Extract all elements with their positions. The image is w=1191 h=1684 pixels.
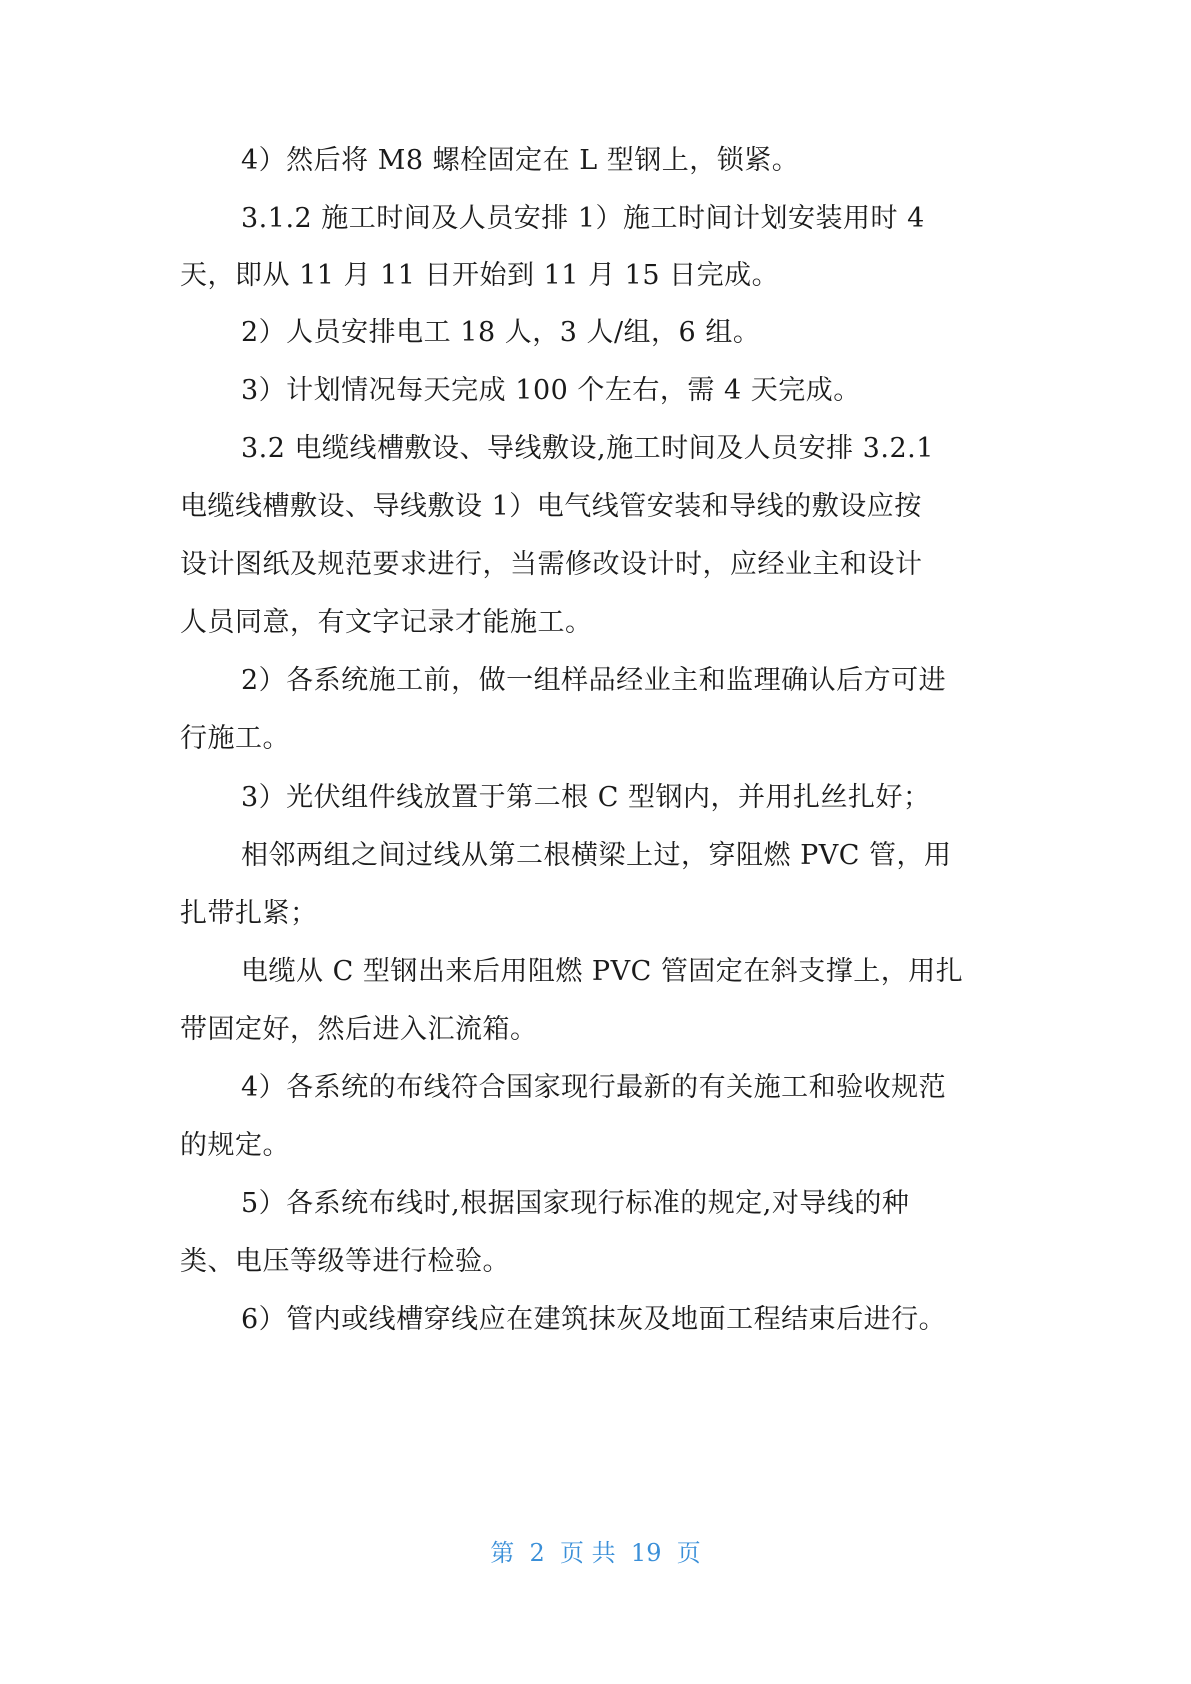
body-line: 行施工。 <box>180 723 290 754</box>
body-line: 2）各系统施工前，做一组样品经业主和监理确认后方可进 <box>241 665 947 696</box>
body-line: 带固定好，然后进入汇流箱。 <box>180 1014 538 1045</box>
body-line: 设计图纸及规范要求进行，当需修改设计时，应经业主和设计 <box>180 549 923 580</box>
body-line: 扎带扎紧； <box>180 898 318 929</box>
page-footer: 第 2 页 共 19 页 <box>490 1539 701 1567</box>
body-line: 3）光伏组件线放置于第二根 C 型钢内，并用扎丝扎好； <box>241 782 931 813</box>
body-line: 3.2 电缆线槽敷设、导线敷设,施工时间及人员安排 3.2.1 <box>241 433 934 464</box>
body-line: 6）管内或线槽穿线应在建筑抹灰及地面工程结束后进行。 <box>241 1304 947 1335</box>
body-line: 相邻两组之间过线从第二根横梁上过，穿阻燃 PVC 管，用 <box>241 840 952 871</box>
body-line: 4）然后将 M8 螺栓固定在 L 型钢上，锁紧。 <box>241 145 800 176</box>
body-line: 5）各系统布线时,根据国家现行标准的规定,对导线的种 <box>241 1188 910 1219</box>
body-line: 电缆线槽敷设、导线敷设 1）电气线管安装和导线的敷设应按 <box>180 491 922 522</box>
body-line: 电缆从 C 型钢出来后用阻燃 PVC 管固定在斜支撑上，用扎 <box>241 956 964 987</box>
body-line: 天，即从 11 月 11 日开始到 11 月 15 日完成。 <box>180 260 780 291</box>
body-line: 3.1.2 施工时间及人员安排 1）施工时间计划安装用时 4 <box>241 203 925 234</box>
body-line: 3）计划情况每天完成 100 个左右，需 4 天完成。 <box>241 375 861 406</box>
body-line: 类、电压等级等进行检验。 <box>180 1246 510 1277</box>
body-line: 2）人员安排电工 18 人，3 人/组，6 组。 <box>241 317 761 348</box>
body-line: 人员同意，有文字记录才能施工。 <box>180 607 593 638</box>
body-line: 4）各系统的布线符合国家现行最新的有关施工和验收规范 <box>241 1072 947 1103</box>
body-line: 的规定。 <box>180 1130 290 1161</box>
